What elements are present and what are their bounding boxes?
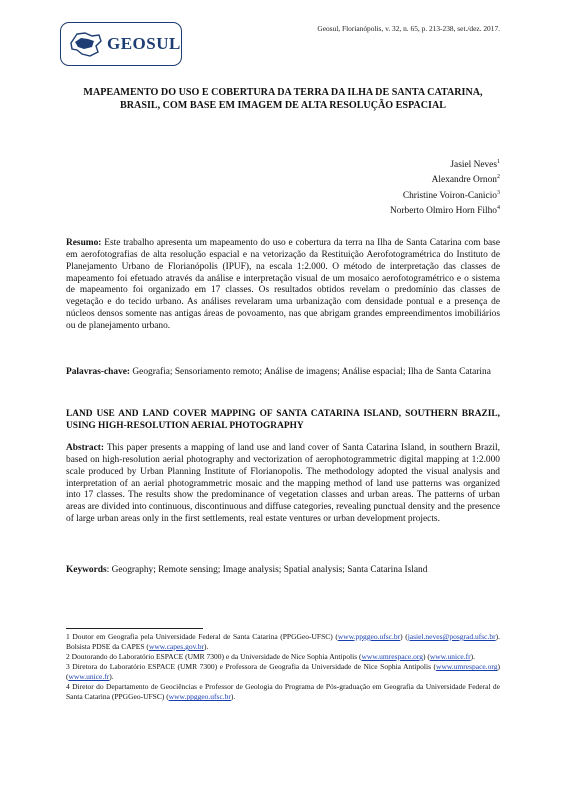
abstract-paragraph [66, 443, 500, 526]
author: Christine Voiron-Canicio$^3$ [402, 189, 500, 201]
footnote-1: 1 Doutor em Geografia pela Universidade Federal de Santa Catarina (PPGGeo-UFSC) (www.ppggeo.ufsc.br) (jasiel.neves@posgrad.ufsc.br). Bolsista PDSE da CAPES (www.capes.gov.br). [66, 632, 501, 652]
resumo-paragraph [66, 238, 500, 333]
resumo-label: Resumo: [66, 238, 102, 248]
footnote-3: 3 Diretora do Laboratório ESPACE (UMR 7300) e Professora de Geografia da Universidade de Nice Sophia Antipolis (www.umrespace.org) (www.unice.fr). [66, 662, 500, 682]
article-title-pt: MAPEAMENTO DO USO E COBERTURA DA TERRA DA ILHA DE SANTA CATARINA, BRASIL, COM BASE EM IMAGEM DE ALTA RESOLUÇÃO ESPACIAL [83, 87, 483, 112]
palavras-chave-label: Palavras-chave: [66, 367, 131, 377]
keywords-text: : Geography; Remote sensing; Image analysis; Spatial analysis; Santa Catarina Island [106, 565, 428, 575]
footnote-link[interactable]: www.ppggeo.ufsc.br [337, 632, 401, 641]
footnote-link[interactable]: www.umrespace.org [436, 662, 498, 672]
footnote-divider [66, 628, 203, 629]
abstract-text: This paper presents a mapping of land use and land cover of Santa Catarina Island, in southern Brazil, based on high-resolution aerial photography and vectorization of aerophotogrammetric digital mapping at 1:2.000 scale produced by Urban Planning Institute of Florianopolis. The methodology adopted the visual analysis and interpretation of an aerial photogrammetric mosaic and the mapping method of land use patterns was organized into 17 classes. The results show the predominance of vegetation classes and urban areas. The patterns of urban areas are divided into continuous, discontinuous and diffuse categories, revealing punctual density and the presence of large urban areas only in the first settlements, real estate ventures or urban development projects. [66, 443, 500, 525]
abstract-label: Abstract: [66, 443, 105, 453]
footnote-link[interactable]: www.capes.gov.br [148, 642, 204, 652]
journal-citation: Geosul, Florianópolis, v. 32, n. 65, p. 213-238, set./dez. 2017. [317, 24, 500, 33]
map-icon [68, 29, 104, 59]
footnote-4: 4 Diretor do Departamento de Geociências e Professor de Geologia do Programa de Pós-graduação em Geografia da Universidade Federal de Santa Catarina (PPGGeo-UFSC) (www.ppggeo.ufsc.br). [66, 682, 500, 702]
palavras-chave-text: Geografia; Sensoriamento remoto; Análise de imagens; Análise espacial; Ilha de Santa Catarina [132, 367, 491, 377]
resumo-text: Este trabalho apresenta um mapeamento do uso e cobertura da terra na Ilha de Santa Catarina com base em aerofotografias de alta resolução espacial e na vetorização da Restituição Aerofotogramétrica do Instituto de Planejamento Urbano de Florianópolis (IPUF), na escala 1:2.000. O método de interpretação das classes de mapeamento foi efetuado através da análise e interpretação visual de um mosaico aerofotogramétrico e o sistema de mapeamento foi organizado em 17 classes. Os resultados obtidos revelam o predomínio das classes de vegetação e do tecido urbano. As análises revelaram uma urbanização com densidade pontual e a presença de núcleos densos somente nas antigas áreas de povoamento, nas que abrigam grandes empreendimentos imobiliários ou de planejamento urbano. [66, 238, 500, 331]
email-link[interactable]: jasiel.neves@posgrad.ufsc.br [407, 632, 496, 641]
author: Norberto Olmiro Horn Filho$^4$ [389, 204, 500, 217]
footnote-2: 2 Doutorando do Laboratório ESPACE (UMR 7300) e da Universidade de Nice Sophia Antipolis (www.umrespace.org) (www.unice.fr). [66, 652, 475, 662]
author: Jasiel Neves$^1$ [450, 159, 500, 171]
journal-logo [60, 22, 182, 66]
footnote-link[interactable]: www.ppggeo.ufsc.br [168, 692, 231, 702]
article-title-en: LAND USE AND LAND COVER MAPPING OF SANTA CATARINA ISLAND, SOUTHERN BRAZIL, USING HIGH-RESOLUTION AERIAL PHOTOGRAPHY [66, 409, 500, 431]
keywords-paragraph [66, 565, 500, 577]
footnote-link[interactable]: www.unice.fr [429, 652, 471, 662]
logo-text: GEOSUL [107, 34, 181, 53]
footnotes [66, 632, 500, 702]
author: Alexandre Ornon$^2$ [431, 174, 500, 186]
keywords-label: Keywords [66, 565, 107, 575]
author-list [390, 156, 500, 217]
palavras-chave-paragraph [66, 367, 500, 379]
footnote-link[interactable]: www.unice.fr [68, 672, 110, 682]
footnote-link[interactable]: www.umrespace.org [361, 652, 423, 662]
